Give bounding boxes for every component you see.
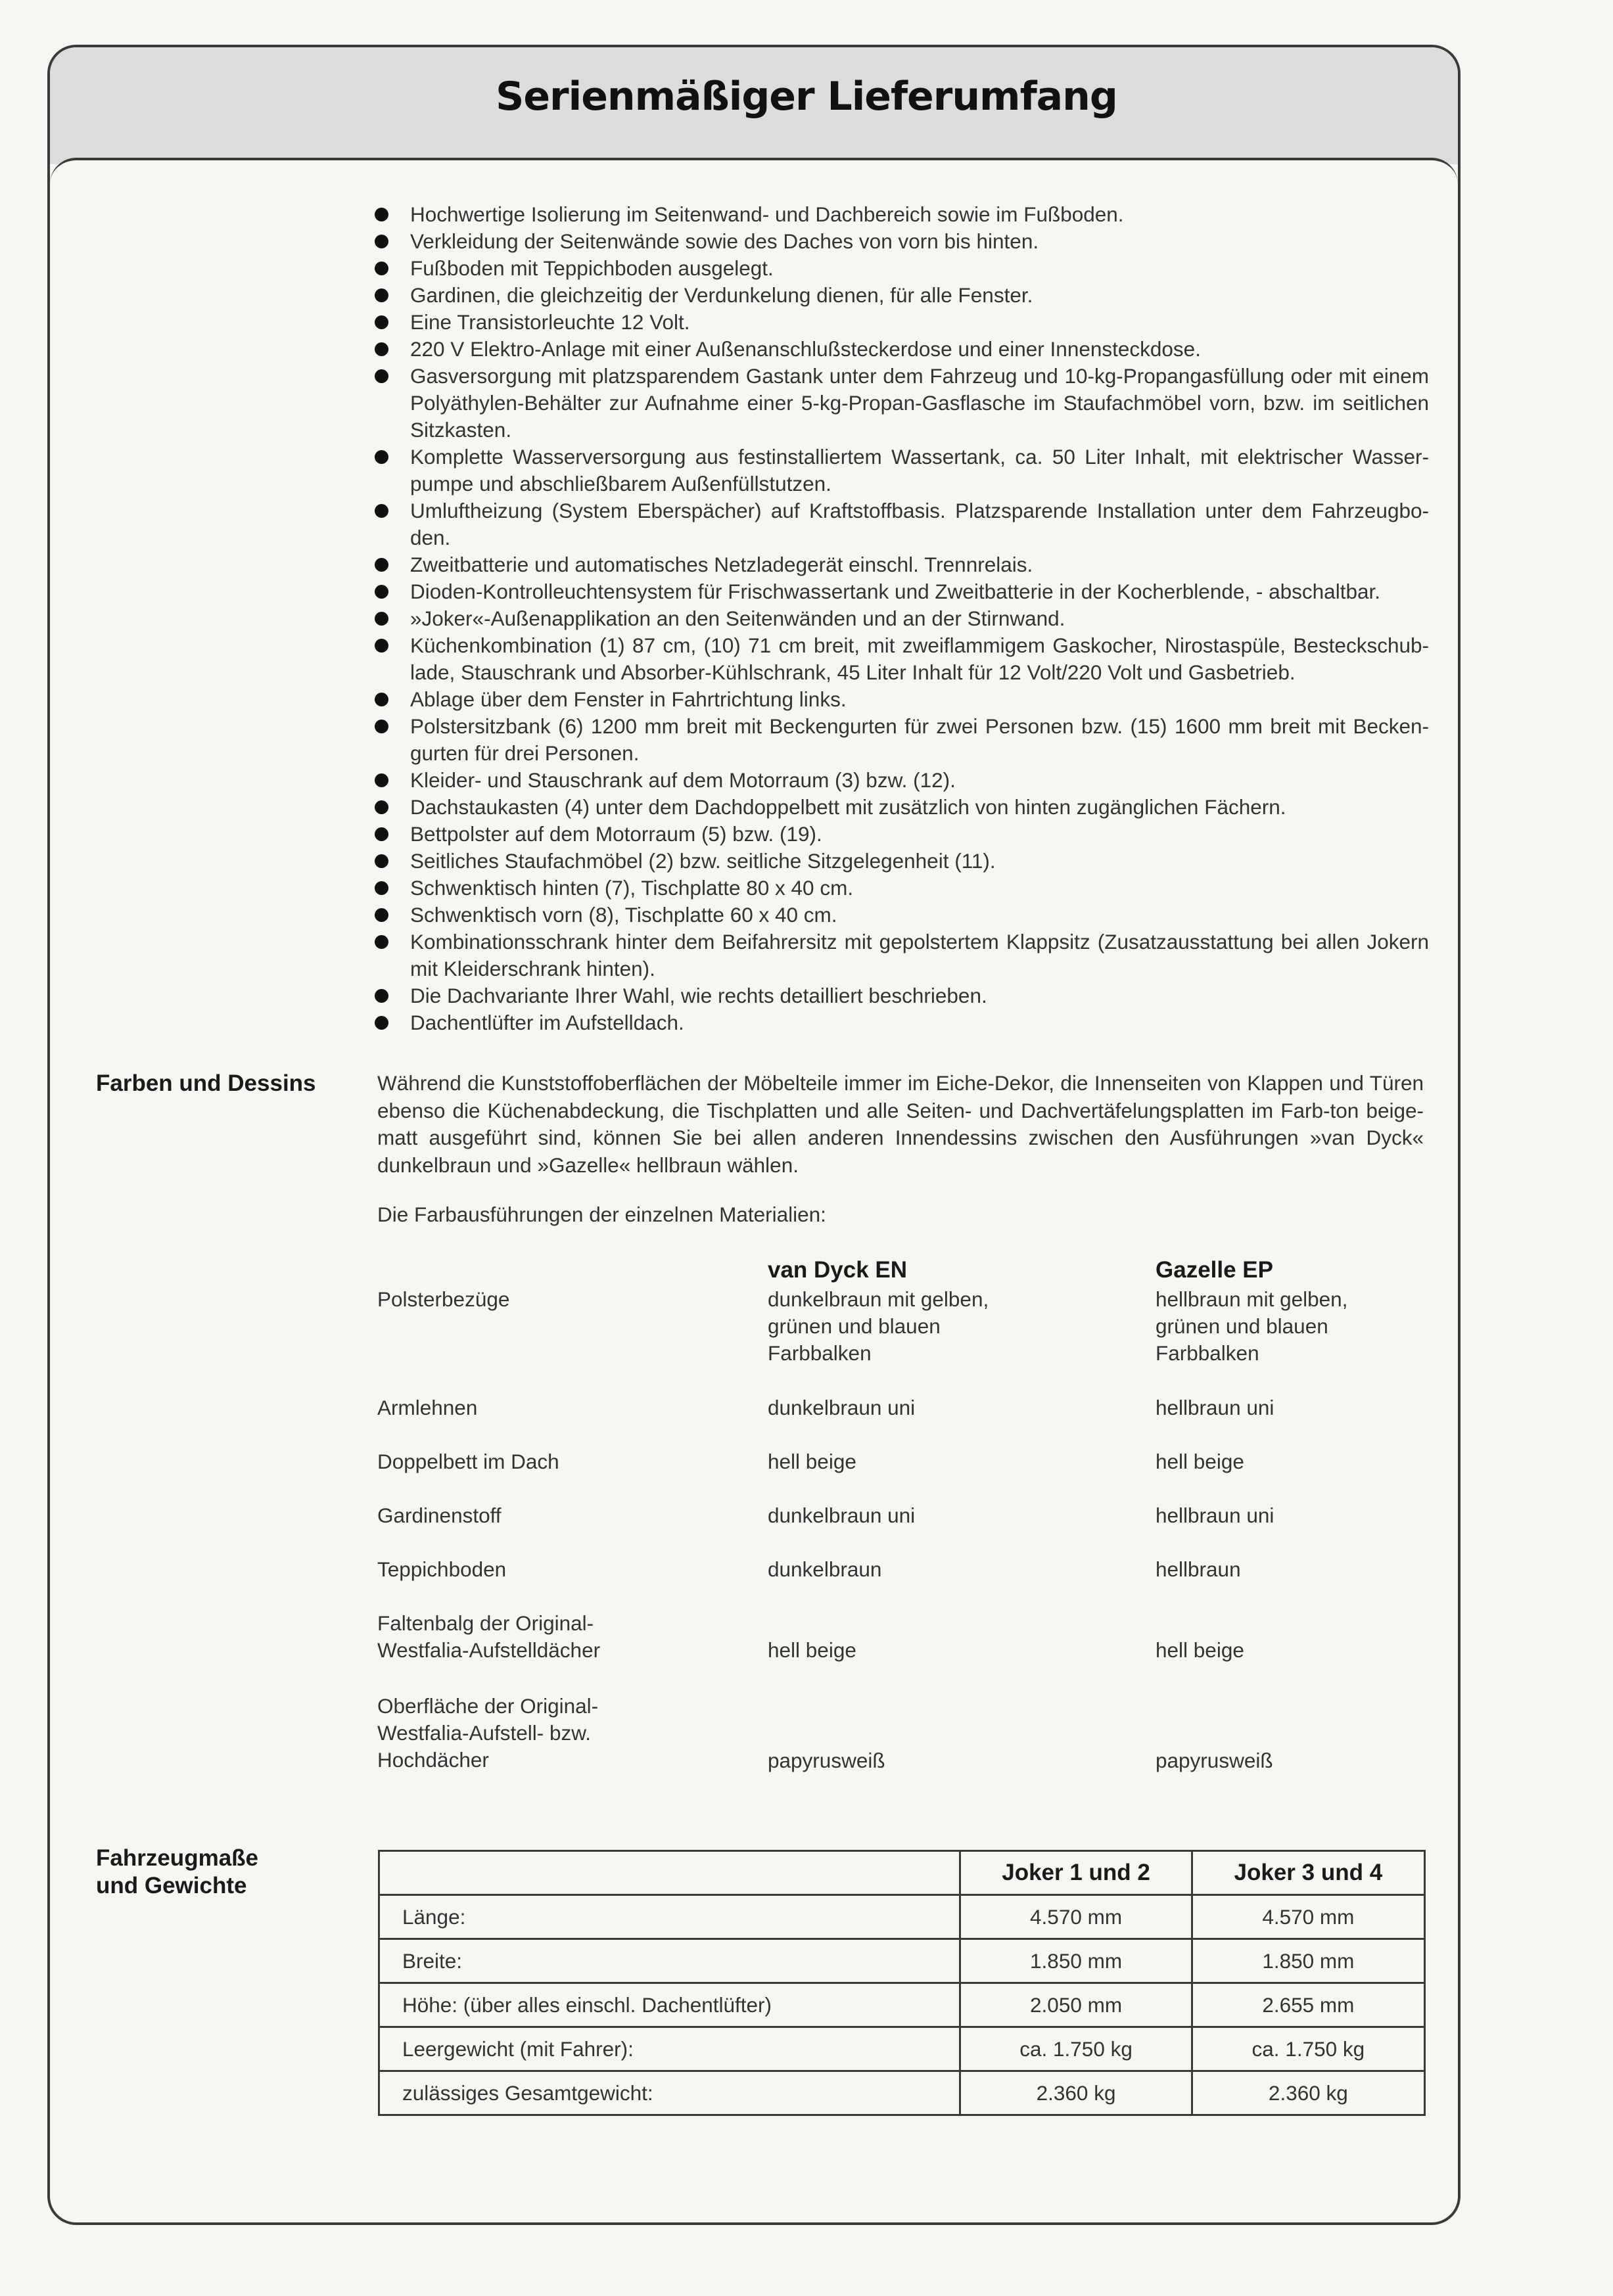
dimension-value-joker-3-4: 2.360 kg [1192,2071,1424,2115]
feature-item [377,255,1429,282]
bullet-icon [375,369,388,383]
feature-item [377,821,1429,848]
feature-item [377,713,1429,767]
material-value-gazelle: hellbraun uni [1156,1504,1274,1527]
feature-text: Küchenkombination (1) 87 cm, (10) 71 cm breit, mit zweiflammigem Gaskocher, Nirostaspüle, Besteckschub-lade, Stauschrank und Absorber-Kühlschrank, 45 Liter Inhalt für 12 Volt/220 Volt und Gasbetrieb. [410,633,1429,684]
dimensions-table [378,1850,1426,2116]
dimension-value-joker-1-2: 1.850 mm [960,1939,1192,1983]
feature-item [377,1009,1429,1036]
feature-item [377,363,1429,444]
feature-item [377,309,1429,336]
feature-item [377,929,1429,982]
feature-item [377,551,1429,578]
material-value-van-dyck: dunkelbraun uni [768,1504,916,1527]
dimension-value-joker-1-2: 2.050 mm [960,1983,1192,2027]
table-header-joker-3-4: Joker 3 und 4 [1192,1851,1424,1895]
colors-subintro-text: Die Farbausführungen der einzelnen Materialien: [377,1203,826,1226]
material-value-van-dyck: hell beige [768,1638,856,1662]
feature-text: Bettpolster auf dem Motorraum (5) bzw. (19). [410,822,822,846]
feature-text: Schwenktisch vorn (8), Tischplatte 60 x 40 cm. [410,903,837,927]
feature-text: Dioden-Kontrolleuchtensystem für Frischwassertank und Zweitbatterie in der Kocherblende, - abschaltbar. [410,580,1380,603]
feature-text: »Joker«-Außenapplikation an den Seitenwänden und an der Stirnwand. [410,607,1065,630]
dimension-value-joker-3-4: 1.850 mm [1192,1939,1424,1983]
bullet-icon [375,720,388,733]
feature-item [377,632,1429,686]
table-row [379,2027,1425,2071]
page-title: Serienmäßiger Lieferumfang [496,74,1117,120]
feature-text: Zweitbatterie und automatisches Netzladegerät einschl. Trennrelais. [410,553,1033,576]
bullet-icon [375,558,388,572]
dimensions-heading: Fahrzeugmaße und Gewichte [96,1845,258,1898]
feature-item [377,875,1429,902]
bullet-icon [375,504,388,518]
table-header-row [379,1851,1425,1895]
feature-text: Dachentlüfter im Aufstelldach. [410,1011,684,1034]
feature-text: Verkleidung der Seitenwände sowie des Daches von vorn bis hinten. [410,229,1039,253]
feature-text: Polstersitzbank (6) 1200 mm breit mit Beckengurten für zwei Personen bzw. (15) 1600 mm breit mit Becken-gurten für drei Personen. [410,714,1429,765]
bullet-icon [375,854,388,868]
feature-text: Seitliches Staufachmöbel (2) bzw. seitliche Sitzgelegenheit (11). [410,849,996,873]
dimension-label: Höhe: (über alles einschl. Dachentlüfter) [379,1983,960,2027]
bullet-icon [375,315,388,329]
colors-heading: Farben und Dessins [96,1070,316,1096]
feature-text: Die Dachvariante Ihrer Wahl, wie rechts detailliert beschrieben. [410,984,987,1007]
material-value-van-dyck: dunkelbraun [768,1557,882,1581]
material-name: Oberfläche der Original- Westfalia-Aufstell- bzw. Hochdächer [377,1694,599,1772]
bullet-icon [375,773,388,787]
feature-text: Hochwertige Isolierung im Seitenwand- und Dachbereich sowie im Fußboden. [410,202,1124,226]
dimension-label: Länge: [379,1895,960,1939]
feature-text: Ablage über dem Fenster in Fahrtrichtung links. [410,687,847,711]
table-header-blank [379,1851,960,1895]
material-name: Doppelbett im Dach [377,1450,559,1473]
feature-text: Gardinen, die gleichzeitig der Verdunkelung dienen, für alle Fenster. [410,283,1033,307]
feature-text: Komplette Wasserversorgung aus festinstalliertem Wassertank, ca. 50 Liter Inhalt, mit elektrischer Wasser-pumpe und abschließbarem Außenfüllstutzen. [410,445,1429,495]
material-value-gazelle: hellbraun uni [1156,1396,1274,1419]
material-value-gazelle: papyrusweiß [1156,1749,1273,1772]
bullet-icon [375,262,388,275]
feature-text: Kombinationsschrank hinter dem Beifahrersitz mit gepolstertem Klappsitz (Zusatzausstattung bei allen Jokern mit Kleiderschrank hinten). [410,930,1429,980]
bullet-icon [375,827,388,841]
material-value-gazelle: hellbraun [1156,1557,1241,1581]
bullet-icon [375,908,388,922]
bullet-icon [375,208,388,221]
bullet-icon [375,693,388,706]
table-row [379,2071,1425,2115]
feature-list [377,201,1429,1036]
feature-item [377,767,1429,794]
feature-item [377,902,1429,929]
bullet-icon [375,585,388,599]
feature-text: Gasversorgung mit platzsparendem Gastank unter dem Fahrzeug und 10-kg-Propangasfüllung oder mit einem Polyäthylen-Behälter zur Aufnahme einer 5-kg-Propan-Gasflasche im Staufachmöbel vorn, bzw. im seitlichen Sitzkasten. [410,364,1429,442]
material-name: Teppichboden [377,1557,507,1581]
column-heading-van-dyck: van Dyck EN [768,1257,908,1283]
feature-item [377,497,1429,551]
table-row [379,1939,1425,1983]
feature-text: Dachstaukasten (4) unter dem Dachdoppelbett mit zusätzlich von hinten zugänglichen Fächern. [410,795,1286,819]
bullet-icon [375,612,388,626]
table-row [379,1983,1425,2027]
feature-item [377,794,1429,821]
feature-text: 220 V Elektro-Anlage mit einer Außenanschlußsteckerdose und einer Innensteckdose. [410,337,1201,361]
material-value-gazelle: hell beige [1156,1638,1244,1662]
material-value-van-dyck: papyrusweiß [768,1749,885,1772]
bullet-icon [375,935,388,949]
dimension-value-joker-3-4: 4.570 mm [1192,1895,1424,1939]
feature-item [377,605,1429,632]
material-name: Armlehnen [377,1396,478,1419]
feature-item [377,282,1429,309]
feature-item [377,686,1429,713]
feature-item [377,982,1429,1009]
feature-item [377,444,1429,497]
material-value-gazelle: hellbraun mit gelben, grünen und blauen Farbbalken [1156,1287,1348,1365]
content-panel-edge [50,158,1458,197]
bullet-icon [375,450,388,464]
feature-item [377,336,1429,363]
dimension-value-joker-1-2: 2.360 kg [960,2071,1192,2115]
dimension-value-joker-1-2: 4.570 mm [960,1895,1192,1939]
dimension-value-joker-1-2: ca. 1.750 kg [960,2027,1192,2071]
feature-text: Schwenktisch hinten (7), Tischplatte 80 x 40 cm. [410,876,854,900]
table-row [379,1895,1425,1939]
bullet-icon [375,1016,388,1030]
bullet-icon [375,881,388,895]
feature-text: Eine Transistorleuchte 12 Volt. [410,310,690,334]
dimension-label: Leergewicht (mit Fahrer): [379,2027,960,2071]
bullet-icon [375,800,388,814]
dimension-label: Breite: [379,1939,960,1983]
feature-item [377,578,1429,605]
bullet-icon [375,639,388,653]
bullet-icon [375,989,388,1003]
dimension-value-joker-3-4: ca. 1.750 kg [1192,2027,1424,2071]
feature-item [377,201,1429,228]
material-value-van-dyck: dunkelbraun uni [768,1396,916,1419]
dimension-value-joker-3-4: 2.655 mm [1192,1983,1424,2027]
feature-item [377,848,1429,875]
feature-text: Fußboden mit Teppichboden ausgelegt. [410,256,774,280]
material-name: Gardinenstoff [377,1504,502,1527]
material-value-van-dyck: dunkelbraun mit gelben, grünen und blauen Farbbalken [768,1287,989,1365]
material-value-van-dyck: hell beige [768,1450,856,1473]
dimension-label: zulässiges Gesamtgewicht: [379,2071,960,2115]
bullet-icon [375,235,388,248]
feature-text: Umluftheizung (System Eberspächer) auf Kraftstoffbasis. Platzsparende Installation unter dem Fahrzeugbo-den. [410,499,1429,549]
material-name: Faltenbalg der Original- Westfalia-Aufstelldächer [377,1611,601,1662]
column-heading-gazelle: Gazelle EP [1156,1257,1273,1283]
bullet-icon [375,342,388,356]
colors-intro-text: Während die Kunststoffoberflächen der Möbelteile immer im Eiche-Dekor, die Innenseiten von Klappen und Türen ebenso die Küchenabdeckung, die Tischplatten und alle Seiten- und Dachvertäfelungsplatten im Farb-ton beige-matt ausgeführt sind, können Sie bei allen anderen Innendessins zwischen den Ausführungen »van Dyck« dunkelbraun und »Gazelle« hellbraun wählen. [377,1071,1424,1177]
feature-text: Kleider- und Stauschrank auf dem Motorraum (3) bzw. (12). [410,768,956,792]
table-header-joker-1-2: Joker 1 und 2 [960,1851,1192,1895]
feature-item [377,228,1429,255]
bullet-icon [375,288,388,302]
material-value-gazelle: hell beige [1156,1450,1244,1473]
material-name: Polsterbezüge [377,1287,510,1311]
